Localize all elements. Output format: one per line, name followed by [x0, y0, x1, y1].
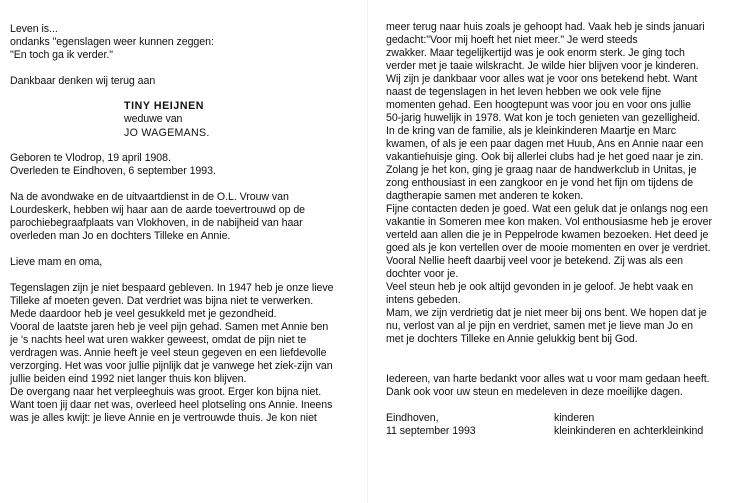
letter-line: verzorging. Het was voor jullie pijnlijk dat je vanwege het ziek-zijn van [10, 360, 333, 372]
letter-line: Mede daardoor heb je veel gesukkeld met je gezondheid. [10, 308, 277, 320]
funeral-line-1: Na de avondwake en de uitvaartdienst in de O.L. Vrouw van [10, 191, 289, 203]
letter-line: Tegenslagen zijn je niet bespaard gebleven. In 1947 heb je onze lieve [10, 282, 334, 294]
died-line: Overleden te Eindhoven, 6 september 1993. [10, 165, 216, 177]
letter-line: meer terug naar huis zoals je gehoopt had. Vaak heb je sinds januari [386, 21, 705, 33]
letter-line: De overgang naar het verpleeghuis was groot. Erger kon bijna niet. [10, 386, 322, 398]
letter-line: vakantiehuisje ging. Ook bij allerlei clubs had je het goed naar je zin. [386, 151, 704, 163]
opening-line-2: ondanks "egenslagen weer kunnen zeggen: [10, 36, 214, 48]
letter-line: goed als je kon vertellen over de mooie momenten en over je verdriet. [386, 242, 711, 254]
letter-line: In de kring van de familie, als je kleinkinderen Maartje en Marc [386, 125, 677, 137]
letter-line: 50-jarig huwelijk in 1978. Wat kon je toch genieten van gezelligheid. [386, 112, 701, 124]
funeral-line-4: overleden man Jo en dochters Tilleke en Annie. [10, 230, 231, 242]
letter-line: verteld aan allen die je in Peppelrode kwamen bezoeken. Het deed je [386, 229, 709, 241]
letter-line: jullie beiden eind 1992 niet langer thuis kon blijven. [10, 373, 247, 385]
deceased-name: TINY HEIJNEN [124, 100, 205, 112]
letter-line: je 's nachts heel wat uren wakker geweest, omdat de pijn niet te [10, 334, 307, 346]
letter-line: Fijne contacten deden je goed. Wat een geluk dat je onlangs nog een [386, 203, 708, 215]
letter-line: Want toen jij daar net was, overleed heel plotseling ons Annie. Ineens [10, 399, 333, 411]
letter-line: momenten gehad. Een hoogtepunt was voor jou en voor ons jullie [386, 99, 691, 111]
signature-grandchildren: kleinkinderen en achterkleinkind [554, 425, 704, 437]
signature-children: kinderen [554, 412, 595, 424]
letter-line: vakantie in Someren mee kon maken. Vol enthousiasme heb je erover [386, 216, 712, 228]
signature-date: 11 september 1993 [386, 425, 476, 437]
letter-line: Zolang je het kon, ging je graag naar de handwerkclub in Unitas, je [386, 164, 697, 176]
letter-line: gedacht:"Voor mij hoeft het niet meer." Je werd steeds [386, 34, 638, 46]
letter-line: naast de tegenslagen in het leven hebben we ook vele fijne [386, 86, 662, 98]
letter-line: Wij zijn je dankbaar voor alles wat je voor ons betekend hebt. Want [386, 73, 698, 85]
husband-name: JO WAGEMANS. [124, 127, 210, 139]
letter-line: met je dochters Tilleke en Annie gelukkig bent bij God. [386, 333, 638, 345]
greeting: Lieve mam en oma, [10, 256, 103, 268]
dankbaar-line: Dankbaar denken wij terug aan [10, 75, 156, 87]
letter-line: intens gebeden. [386, 294, 461, 306]
widow-of: weduwe van [124, 113, 183, 125]
funeral-line-2: Lourdeskerk, hebben wij haar aan de aarde toevertrouwd op de [10, 204, 306, 216]
letter-line: verdragen was. Annie heeft je veel steun gegeven en een liefdevolle [10, 347, 327, 359]
opening-line-3: "En toch ga ik verder." [10, 49, 113, 61]
opening-line-1: Leven is... [10, 23, 58, 35]
signature-place: Eindhoven, [386, 412, 439, 424]
letter-line: was je alles kwijt: je lieve Annie en je vertrouwde thuis. Je kon niet [10, 412, 317, 424]
fold-line [367, 0, 368, 503]
born-line: Geboren te Vlodrop, 19 april 1908. [10, 152, 171, 164]
thanks-line-2: Dank ook voor uw steun en medeleven in deze moeilijke dagen. [386, 386, 683, 398]
letter-line: kwamen, of als je een paar dagen met Huub, Ans en Annie naar een [386, 138, 704, 150]
letter-line: zwakker. Maar tegelijkertijd was je ook enorm sterk. Je ging toch [386, 47, 685, 59]
letter-line: dagtherapie samen met anderen te koken. [386, 190, 584, 202]
letter-line: Tilleke af moeten geven. Dat verdriet was bijna niet te verwerken. [10, 295, 314, 307]
letter-line: Veel steun heb je ook altijd gevonden in je geloof. Je hebt vaak en [386, 281, 694, 293]
letter-line: Vooral de laatste jaren heb je veel pijn gehad. Samen met Annie ben [10, 321, 329, 333]
letter-line: dochter voor je. [386, 268, 459, 280]
letter-line: Mam, we zijn verdrietig dat je niet meer bij ons bent. We hopen dat je [386, 307, 707, 319]
letter-line: Vooral Nellie heeft daarbij veel voor je betekend. Zij was als een [386, 255, 684, 267]
letter-line: zong enthousiast in een zangkoor en je vond het fijn om tijdens de [386, 177, 694, 189]
thanks-line-1: Iedereen, van harte bedankt voor alles wat u voor mam gedaan heeft. [386, 373, 710, 385]
funeral-line-3: parochiebegraafplaats van Vlokhoven, in de nabijheid van haar [10, 217, 303, 229]
letter-line: verder met je taaie wilskracht. Je wilde hier blijven voor je kinderen. [386, 60, 699, 72]
letter-line: nu, verlost van al je pijn en verdriet, samen met je lieve man Jo en [386, 320, 693, 332]
